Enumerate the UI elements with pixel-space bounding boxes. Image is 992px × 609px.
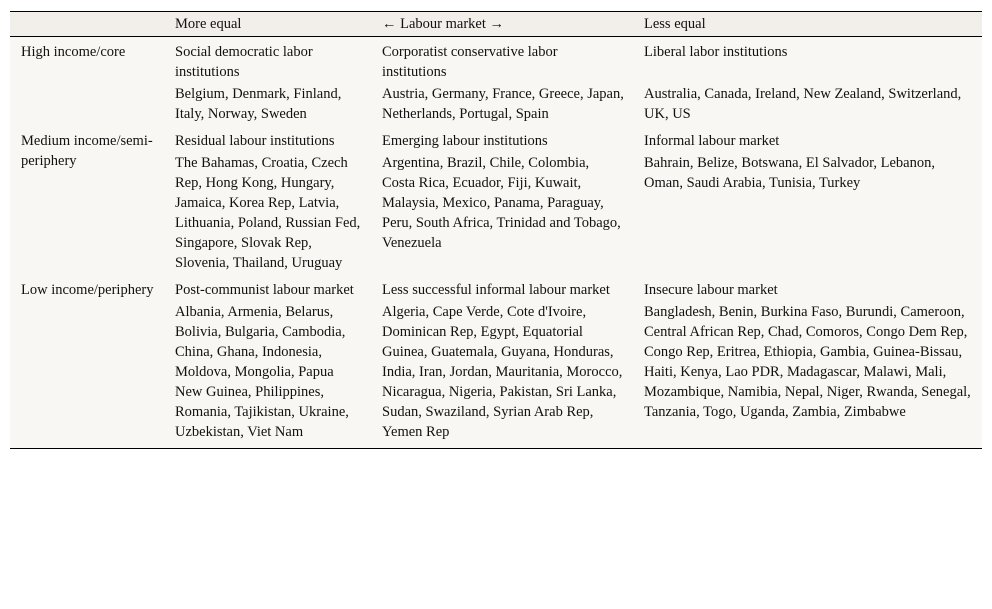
countries-emerging: Argentina, Brazil, Chile, Colombia, Costa Rica, Ecuador, Fiji, Kuwait, Malaysia, Mexico, Panama, Paraguay, Peru, South Africa, Trinidad and Tobago, Venezuela xyxy=(382,155,621,251)
countries-post-communist: Albania, Armenia, Belarus, Bolivia, Bulgaria, Cambodia, China, Ghana, Indonesia, Moldova, Mongolia, Papua New Guinea, Philippines, Romania, Tajikistan, Ukraine, Uzbekistan, Viet Nam xyxy=(175,304,349,440)
type-insecure: Insecure labour market xyxy=(644,282,778,298)
countries-corporatist-conservative: Austria, Germany, France, Greece, Japan, Netherlands, Portugal, Spain xyxy=(382,86,624,122)
type-residual: Residual labour institutions xyxy=(175,133,335,149)
countries-liberal: Australia, Canada, Ireland, New Zealand, Switzerland, UK, US xyxy=(644,86,962,122)
group-label-low-income: Low income/periphery xyxy=(21,282,154,298)
countries-insecure: Bangladesh, Benin, Burkina Faso, Burundi, Cameroon, Central African Rep, Chad, Comoros, Congo Dem Rep, Congo Rep, Eritrea, Ethiopia, Gambia, Guinea-Bissau, Haiti, Kenya, Lao PDR, Madagascar, Malawi, Mali, Mozambique, Namibia, Nepal, Niger, Rwanda, Senegal, Tanzania, Togo, Uganda, Zambia, Zimbabwe xyxy=(644,304,971,420)
group-label-medium-income: Medium income/semi-periphery xyxy=(21,133,153,169)
header-row xyxy=(10,12,982,37)
type-less-successful-informal: Less successful informal labour market xyxy=(382,282,610,298)
header-more-equal: More equal xyxy=(175,16,242,32)
type-emerging: Emerging labour institutions xyxy=(382,133,548,149)
header-less-equal: Less equal xyxy=(644,16,706,32)
header-blank xyxy=(10,12,164,37)
header-labour-market: ← Labour market → xyxy=(382,16,505,32)
table-row-low-income-types xyxy=(10,275,982,302)
labour-market-table-container xyxy=(10,11,982,449)
countries-social-democratic: Belgium, Denmark, Finland, Italy, Norway, Sweden xyxy=(175,86,342,122)
table-row-high-income-types xyxy=(10,37,982,85)
table-row-medium-income-types xyxy=(10,126,982,153)
type-social-democratic: Social democratic labor institutions xyxy=(175,44,313,80)
labour-market-table xyxy=(10,11,982,449)
type-liberal: Liberal labor institutions xyxy=(644,44,788,60)
type-post-communist: Post-communist labour market xyxy=(175,282,354,298)
countries-informal: Bahrain, Belize, Botswana, El Salvador, Lebanon, Oman, Saudi Arabia, Tunisia, Turkey xyxy=(644,155,935,191)
countries-residual: The Bahamas, Croatia, Czech Rep, Hong Kong, Hungary, Jamaica, Korea Rep, Latvia, Lithuania, Poland, Russian Fed, Singapore, Slovak Rep, Slovenia, Thailand, Uruguay xyxy=(175,155,361,271)
group-label-high-income: High income/core xyxy=(21,44,126,60)
type-corporatist-conservative: Corporatist conservative labor institutions xyxy=(382,44,558,80)
type-informal: Informal labour market xyxy=(644,133,780,149)
countries-less-successful-informal: Algeria, Cape Verde, Cote d'Ivoire, Dominican Rep, Egypt, Equatorial Guinea, Guatemala, Guyana, Honduras, India, Iran, Jordan, Mauritania, Morocco, Nicaragua, Nigeria, Pakistan, Sri Lanka, Sudan, Swaziland, Syrian Arab Rep, Yemen Rep xyxy=(382,304,623,440)
